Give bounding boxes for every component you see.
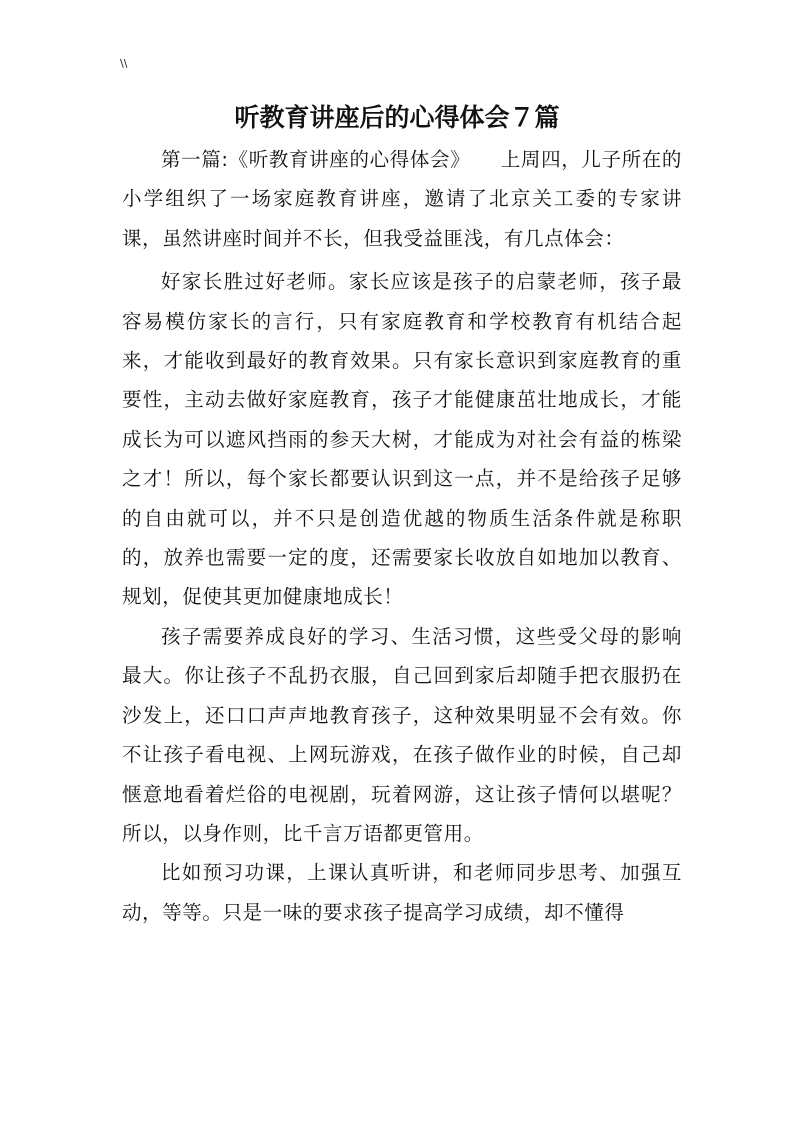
header-mark: \\ <box>120 57 128 70</box>
document-title: 听教育讲座后的心得体会７篇 <box>234 103 560 132</box>
paragraph-intro: 第一篇:《听教育讲座的心得体会》 上周四，儿子所在的小学组织了一场家庭教育讲座，邀请了北京关工委的专家讲课，虽然讲座时间并不长，但我受益匪浅，有几点体会： <box>122 148 682 250</box>
paragraph-habits: 孩子需要养成良好的学习、生活习惯，这些受父母的影响最大。你让孩子不乱扔衣服，自己回到家后却随手把衣服扔在沙发上，还口口声声地教育孩子，这种效果明显不会有效。你不让孩子看电视、上网玩游戏，在孩子做作业的时候，自己却惬意地看着烂俗的电视剧，玩着网游，这让孩子情何以堪呢？所以，以身作则，比千言万语都更管用。 <box>122 624 682 845</box>
paragraph-study: 比如预习功课，上课认真听讲，和老师同步思考、加强互动，等等。只是一味的要求孩子提高学习成绩，却不懂得 <box>122 861 682 924</box>
document-body <box>122 140 682 932</box>
paragraph-good-parents: 好家长胜过好老师。家长应该是孩子的启蒙老师，孩子最容易模仿家长的言行，只有家庭教育和学校教育有机结合起来，才能收到最好的教育效果。只有家长意识到家庭教育的重要性，主动去做好家庭教育，孩子才能健康茁壮地成长，才能成长为可以遮风挡雨的参天大树，才能成为对社会有益的栋梁之才！所以，每个家长都要认识到这一点，并不是给孩子足够的自由就可以，并不只是创造优越的物质生活条件就是称职的，放养也需要一定的度，还需要家长收放自如地加以教育、规划，促使其更加健康地成长！ <box>122 270 682 609</box>
